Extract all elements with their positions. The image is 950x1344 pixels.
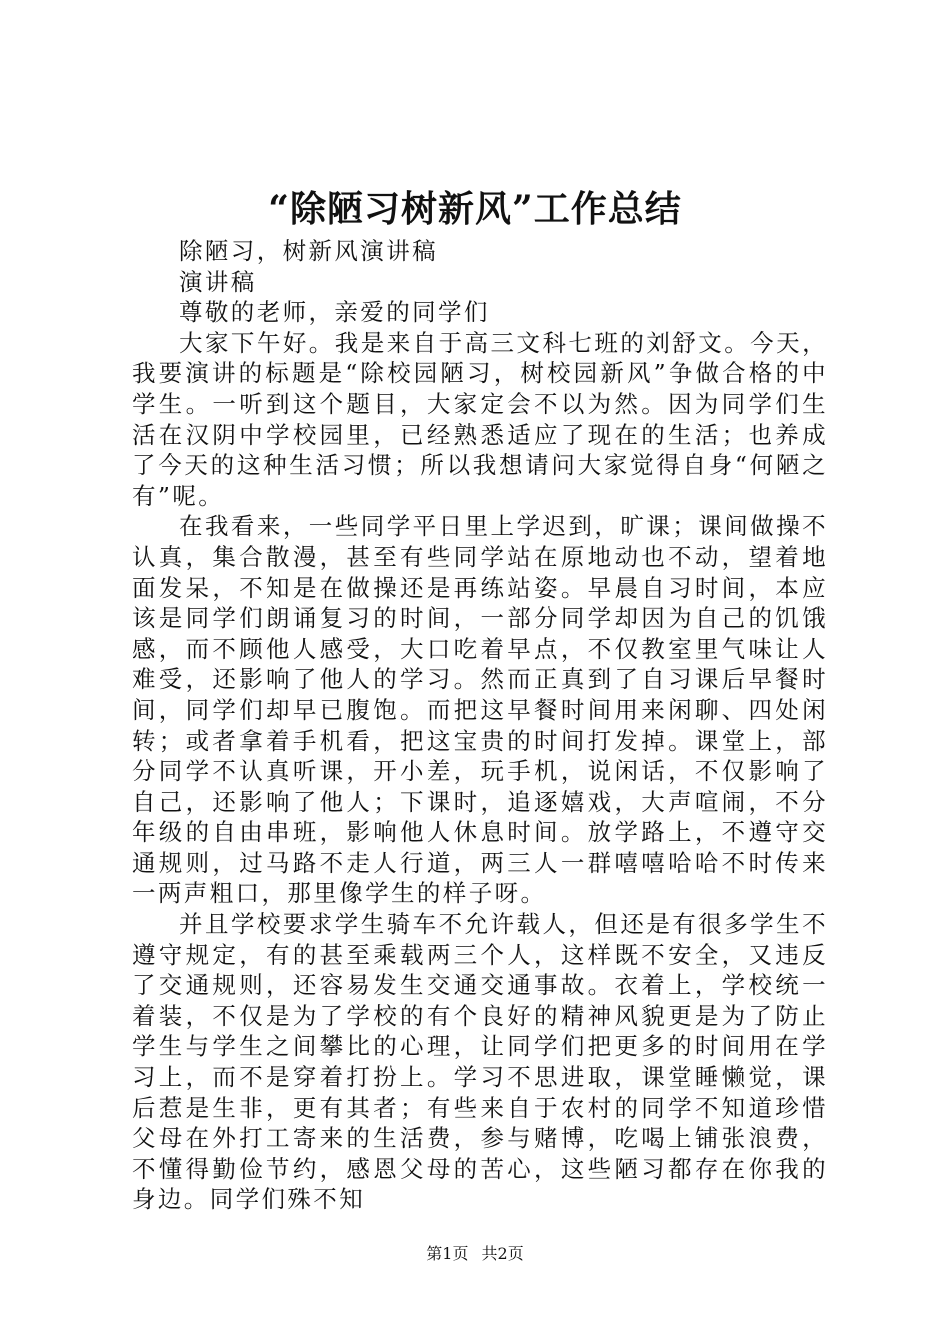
document-body — [132, 236, 828, 1215]
paragraph-genre: 演讲稿 — [179, 267, 257, 296]
page-number-total: 共2页 — [481, 1244, 524, 1263]
page-footer — [0, 1243, 950, 1265]
paragraph-subtitle: 除陋习，树新风演讲稿 — [179, 237, 438, 265]
paragraph-rules: 并且学校要求学生骑车不允许载人，但还是有很多学生不遵守规定，有的甚至乘载两三个人，这样既不安全，又违反了交通规则，还容易发生交通交通事故。衣着上，学校统一着装，不仅是为了学校的有个良好的精神风貌更是为了防止学生与学生之间攀比的心理，让同学们把更多的时间用在学习上，而不是穿着打扮上。学习不思进取，课堂睡懒觉，课后惹是生非，更有其者；有些来自于农村的同学不知道珍惜父母在外打工寄来的生活费，参与赌博，吃喝上铺张浪费，不懂得勤俭节约，感恩父母的苦心，这些陋习都存在你我的身边。同学们殊不知 — [132, 910, 828, 1214]
document-title: “除陋习树新风”工作总结 — [268, 188, 682, 230]
paragraph-greeting: 尊敬的老师，亲爱的同学们 — [179, 298, 490, 327]
paragraph-observations: 在我看来，一些同学平日里上学迟到，旷课；课间做操不认真，集合散漫，甚至有些同学站在原地动也不动，望着地面发呆，不知是在做操还是再练站姿。早晨自习时间，本应该是同学们朗诵复习的时间，一部分同学却因为自己的饥饿感，而不顾他人感受，大口吃着早点，不仅教室里气味让人难受，还影响了他人的学习。然而正真到了自习课后早餐时间，同学们却早已腹饱。而把这早餐时间用来闲聊、四处闲转；或者拿着手机看，把这宝贵的时间打发掉。课堂上，部分同学不认真听课，开小差，玩手机，说闲话，不仅影响了自己，还影响了他人；下课时，追逐嬉戏，大声喧闹，不分年级的自由串班，影响他人休息时间。放学路上，不遵守交通规则，过马路不走人行道，两三人一群嘻嘻哈哈不时传来一两声粗口，那里像学生的样子呀。 — [132, 512, 828, 908]
paragraph-intro: 大家下午好。我是来自于高三文科七班的刘舒文。今天，我要演讲的标题是“除校园陋习，树校园新风”争做合格的中学生。一听到这个题目，大家定会不以为然。因为同学们生活在汉阴中学校园里，已经熟悉适应了现在的生活；也养成了今天的这种生活习惯；所以我想请问大家觉得自身“何陋之有”呢。 — [132, 328, 828, 510]
page-number-current: 第1页 — [426, 1244, 469, 1263]
